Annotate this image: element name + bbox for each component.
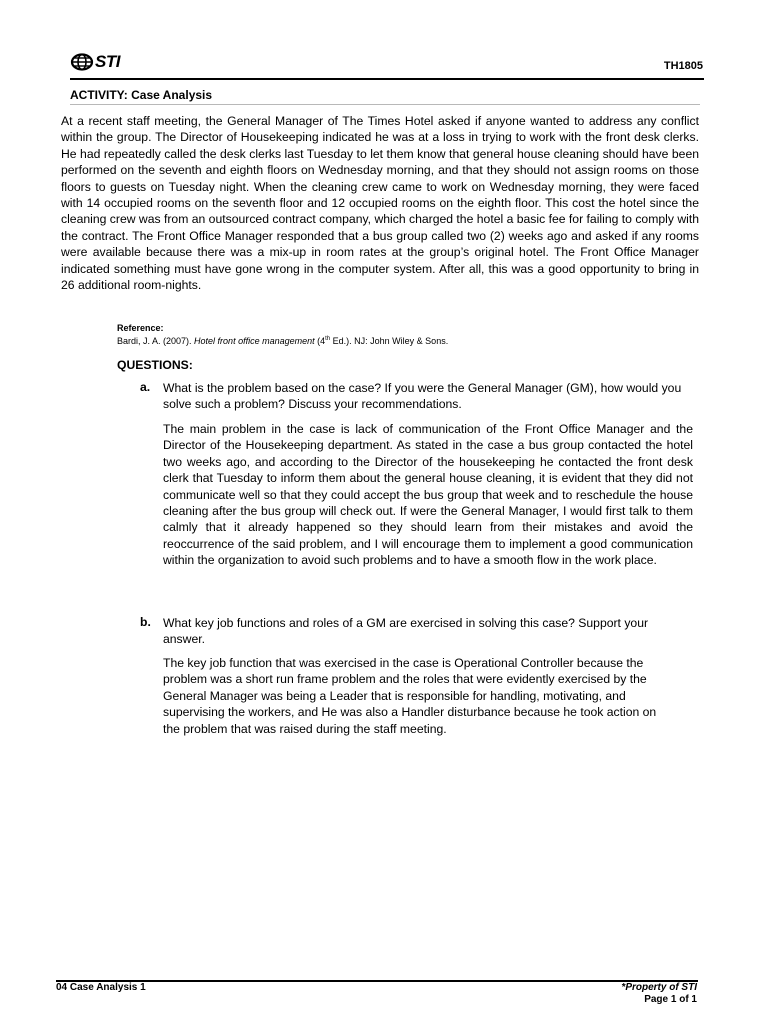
sti-logo	[70, 52, 120, 72]
footer-document-title: 04 Case Analysis 1	[56, 982, 146, 993]
question-text: What is the problem based on the case? If you were the General Manager (GM), how would you solve such a problem? Discuss your recommendations.	[163, 381, 682, 412]
reference-publisher: Ed.). NJ: John Wiley & Sons.	[330, 336, 449, 346]
reference-citation	[117, 336, 448, 346]
page-header	[70, 52, 704, 74]
reference-edition-sup: th	[325, 336, 331, 342]
reference-author: Bardi, J. A. (2007).	[117, 336, 195, 346]
footer-page-number: Page 1 of 1	[644, 994, 697, 1005]
answer-text: The key job function that was exercised in the case is Operational Controller because the problem was a short run frame problem and the roles that were evidently exercised by the General Manager was being a Leader that is responsible for handling, motivating, and supervising the workers, and He was also a Handler disturbance because he took action on the problem that was raised during the staff meeting.	[163, 656, 657, 736]
questions-heading: QUESTIONS:	[117, 358, 193, 372]
answer-text: The main problem in the case is lack of communication of the Front Office Manager and the Director of the Housekeeping department. As stated in the case a bus group contacted the hotel two weeks ago, and according to the Director of the housekeeping he contacted the front desk clerk that Tuesday to inform them about the general house cleaning, it is evident that they did not communicate well so that they could accept the bus group that week and to reschedule the house cleaning after the bus group will check out. If were the General Manager, I would first talk to them calmly that it already happened so they should learn from their mistakes and avoid the reoccurrence of the said problem, and I will encourage them to implement a good communication within the organization to avoid such problems and to have a smooth flow in the work place.	[163, 422, 693, 568]
reference-title: Hotel front office management	[194, 336, 315, 346]
footer-property: *Property of STI	[621, 982, 697, 993]
footer-divider	[56, 980, 698, 982]
activity-title: ACTIVITY: Case Analysis	[70, 88, 213, 102]
header-divider	[70, 78, 704, 80]
case-paragraph: At a recent staff meeting, the General Manager of The Times Hotel asked if anyone wanted to address any conflict within the group. The Director of Housekeeping indicated he was at a loss in trying to work with the front desk clerks. He had repeatedly called the desk clerks last Tuesday to let them know that general house cleaning should have been performed on the seventh and eighth floors on Wednesday morning, and that they should not assign rooms on those floors to guests on Tuesday night. When the cleaning crew came to work on Wednesday morning, they were faced with 14 occupied rooms on the seventh floor and 12 occupied rooms on the eighth floor. This cost the hotel since the cleaning crew was from an outsourced contract company, which charged the hotel a basic fee for failing to comply with the contract. The Front Office Manager responded that a bus group called two (2) weeks ago and asked if any rooms were available because there was a mix-up in room rates at the group’s original hotel. The Front Office Manager indicated something must have gone wrong in the computer system. After all, this was a good opportunity to bring in 26 additional room-nights.	[61, 114, 699, 293]
document-code: TH1805	[663, 60, 703, 72]
question-marker: a.	[140, 380, 151, 394]
activity-divider	[70, 104, 700, 105]
globe-icon	[70, 53, 94, 71]
logo-text: STI	[95, 52, 120, 71]
question-marker: b.	[140, 615, 151, 629]
reference-edition: (4	[314, 336, 326, 346]
question-text: What key job functions and roles of a GM are exercised in solving this case? Support your answer.	[163, 616, 649, 647]
reference-label: Reference:	[117, 323, 164, 333]
